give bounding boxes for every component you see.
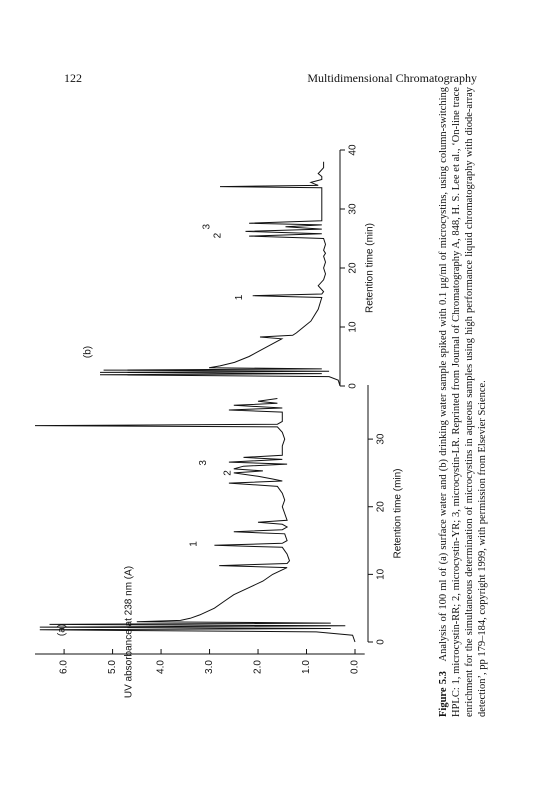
panel-b-time-tick-label: 10 (347, 321, 359, 333)
panel-a-abs-tick-label: 0.0 (349, 660, 361, 674)
panel-a-label: (a) (56, 623, 68, 637)
panel-a-abs-tick-label: 3.0 (204, 660, 216, 674)
panel-a-trace (35, 399, 355, 643)
panel-b-peak-label-3: 3 (201, 223, 213, 230)
page-number: 122 (64, 71, 82, 85)
panel-a-abs-tick-label: 6.0 (58, 660, 70, 674)
panel-a-time-tick-label: 30 (375, 433, 387, 445)
panel-a-peak-label-2: 2 (222, 470, 234, 476)
panel-a-abs-tick-label: 2.0 (252, 660, 264, 674)
panel-b-trace (100, 162, 340, 386)
caption-label: Figure 5.3 (438, 671, 449, 717)
running-head: Multidimensional Chromatography (307, 71, 477, 85)
panel-b-label: (b) (82, 345, 94, 359)
panel-a-abs-axis-label: UV absorbance at 238 nm (A) (123, 565, 135, 699)
panel-a-time-tick-label: 0 (375, 639, 387, 645)
panel-b-time-axis-label: Retention time (min) (364, 222, 376, 314)
panel-a-peak-label-1: 1 (188, 541, 200, 547)
panel-b-time-tick-label: 20 (347, 262, 359, 274)
panel-b-time-tick-label: 30 (347, 203, 359, 215)
panel-a-time-axis-label: Retention time (min) (392, 468, 404, 559)
panel-a-abs-tick-label: 5.0 (107, 660, 119, 674)
figure-caption (437, 87, 489, 717)
panel-a-abs-tick-label: 4.0 (155, 660, 167, 674)
panel-a-time-tick-label: 20 (375, 501, 387, 513)
panel-a-peak-label-3: 3 (198, 459, 210, 466)
panel-b-peak-label-1: 1 (234, 294, 246, 301)
panel-a-time-tick-label: 10 (375, 568, 387, 580)
caption-text: Analysis of 100 ml of (a) surface water and (b) drinking water sample spiked with 0.1 µg/ml of microcystins, using column-switching HPLC: 1, microcystin-RR; 2, microcystin-YR; 3, microcystin-LR. Reprinted from Journal of Chromatography A, 848, H. S. Lee et al., ‘On-line trace enrichment for the simultaneous determination of microcystins in aqueous samples using high performance liquid chromatography with diode-array detection’, pp 179–184, copyright 1999, with permission from Elsevier Science. (438, 86, 488, 717)
panel-b-time-tick-label: 40 (347, 144, 359, 156)
panel-a-abs-tick-label: 1.0 (301, 660, 313, 674)
panel-b-time-tick-label: 0 (347, 383, 359, 389)
panel-b-peak-label-2: 2 (212, 232, 224, 239)
